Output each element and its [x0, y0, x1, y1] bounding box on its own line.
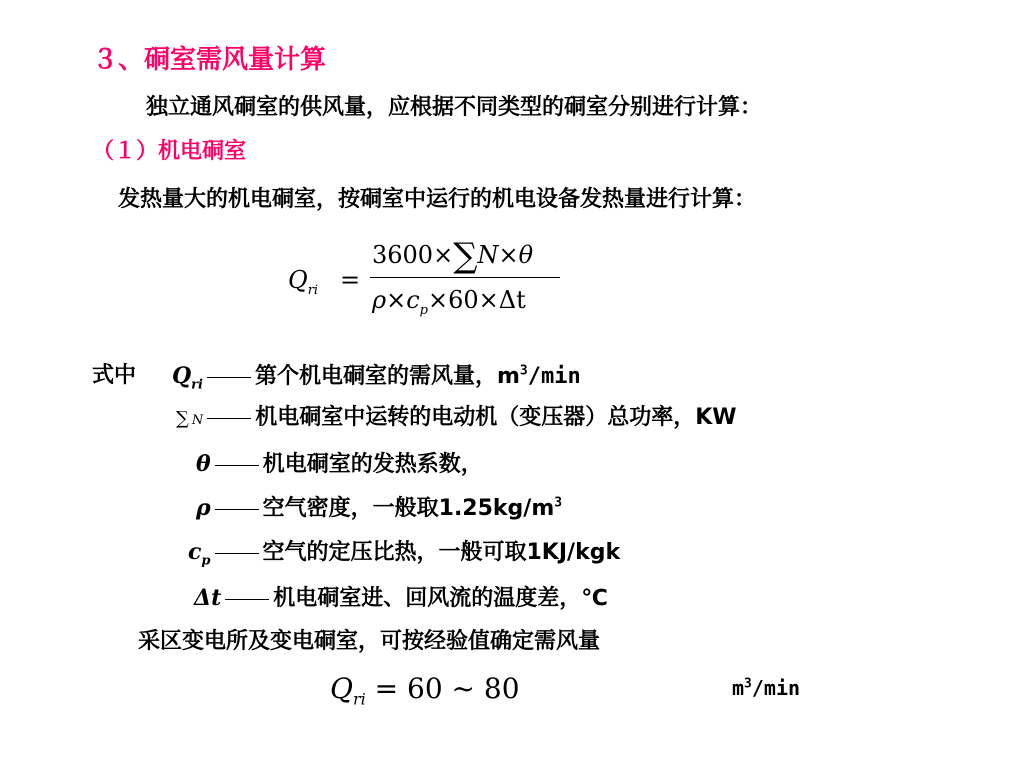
def-tail: /min — [527, 364, 581, 389]
c-symbol: c — [406, 286, 420, 314]
constant-3600: 3600 — [372, 241, 434, 269]
formula-lhs — [288, 266, 319, 298]
equals-sign: = — [340, 266, 361, 294]
intro-text: 独立通风硐室的供风量，应根据不同类型的硐室分别进行计算： — [146, 95, 763, 120]
q-subscript: ri — [352, 689, 366, 709]
fraction-bar — [370, 277, 560, 278]
formula-main — [288, 230, 588, 320]
def-sup: 3 — [554, 495, 563, 511]
times-sign: × — [498, 241, 519, 269]
c-subscript: p — [419, 302, 428, 318]
q-symbol: Q — [288, 266, 308, 294]
formula-numerator — [372, 236, 533, 276]
def-text: 空气的定压比热，一般可取1KJ/kgk — [262, 540, 621, 565]
em-dash — [207, 418, 251, 419]
rho-symbol: ρ — [372, 286, 387, 314]
em-dash — [207, 377, 251, 378]
delta-t-symbol: Δt — [194, 585, 222, 611]
theta-symbol: θ — [518, 241, 534, 269]
def-subscript: p — [201, 553, 211, 569]
def-text: 第个机电硐室的需风量，m — [254, 364, 520, 389]
unit-base: m — [732, 676, 745, 700]
def-text: 机电硐室的发热系数， — [262, 452, 483, 477]
description-text: 发热量大的机电硐室，按硐室中运行的机电设备发热量进行计算： — [118, 187, 757, 212]
formula-substation — [330, 672, 520, 709]
q-subscript: ri — [307, 282, 319, 298]
sum-icon: ∑ — [453, 236, 478, 276]
delta-t-symbol: Δt — [498, 286, 526, 314]
times-sign: × — [428, 286, 449, 314]
def-subscript: ri — [191, 377, 203, 393]
unit-tail: /min — [751, 676, 801, 700]
formula-denominator — [372, 286, 526, 318]
definition-item — [194, 584, 608, 613]
def-text: 空气密度，一般取1.25kg/m — [262, 496, 555, 521]
definition-item — [172, 362, 581, 391]
definitions-label: 式中 — [92, 363, 137, 388]
def-sup: 3 — [519, 363, 528, 379]
sum-icon: ∑ — [176, 408, 189, 429]
formula-expression: = 60 ~ 80 — [374, 672, 520, 705]
unit-sup: 3 — [744, 676, 752, 692]
definition-item — [188, 538, 620, 567]
rho-symbol: ρ — [196, 495, 211, 521]
page-title: ３、硐室需风量计算 — [92, 45, 327, 75]
n-symbol: N — [477, 241, 499, 269]
q-symbol: Q — [330, 672, 353, 705]
em-dash — [215, 509, 259, 510]
times-sign: × — [386, 286, 407, 314]
constant-60: 60 — [448, 286, 479, 314]
def-symbol: Q — [172, 363, 192, 389]
definition-item — [176, 404, 737, 435]
definition-item — [196, 450, 483, 479]
times-sign: × — [478, 286, 499, 314]
unit-label — [732, 674, 800, 702]
definition-item — [196, 494, 562, 523]
substation-note: 采区变电所及变电硐室，可按经验值确定需风量 — [138, 629, 601, 654]
subheading: （１）机电硐室 — [92, 139, 247, 164]
def-text: 机电硐室中运转的电动机（变压器）总功率，KW — [255, 405, 737, 430]
times-sign: × — [433, 241, 454, 269]
em-dash — [225, 599, 269, 600]
theta-symbol: θ — [196, 451, 211, 477]
def-symbol: N — [191, 413, 204, 428]
em-dash — [215, 465, 259, 466]
def-text: 机电硐室进、回风流的温度差，℃ — [273, 586, 608, 611]
c-symbol: c — [188, 539, 202, 565]
em-dash — [215, 553, 259, 554]
